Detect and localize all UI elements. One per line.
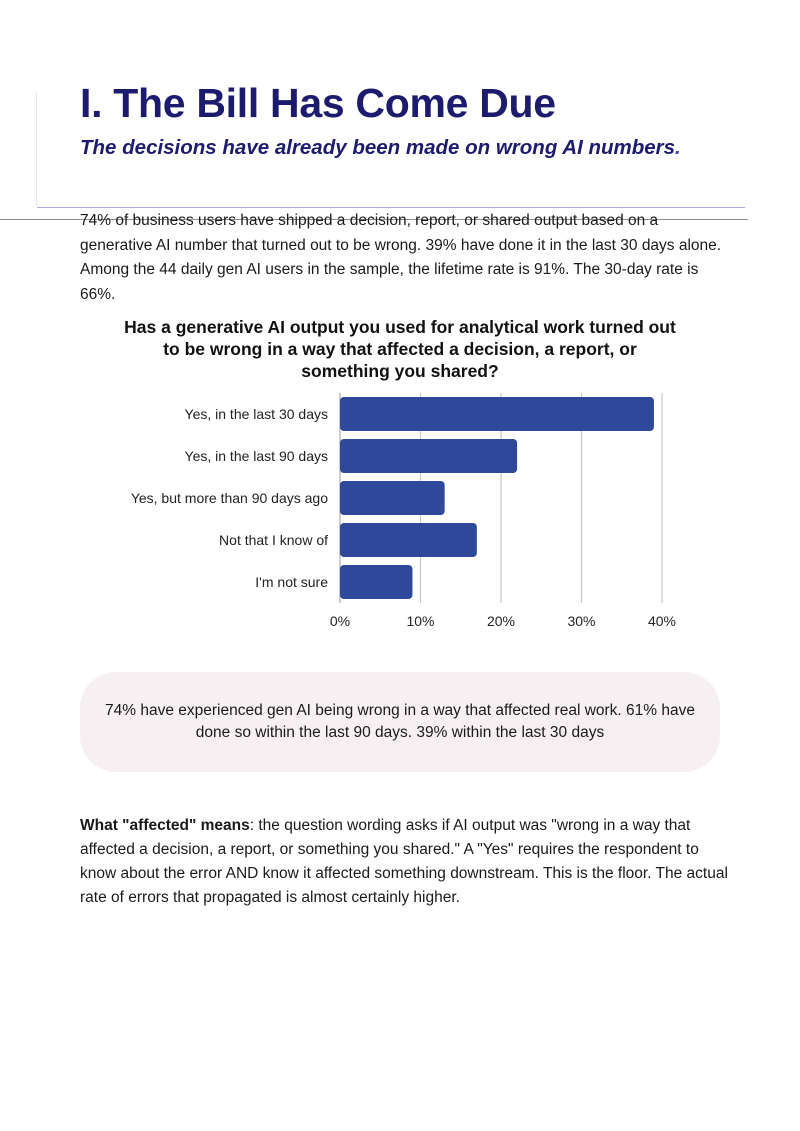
tick-label: 10%: [406, 613, 435, 629]
section-subtitle: [80, 136, 681, 160]
bar-chart: [0, 380, 800, 630]
callout-text: 74% have experienced gen AI being wrong in a way that affected real work. 61% have done so within the last 90 days. 39% within the last 30 days: [105, 702, 695, 741]
bar: [340, 439, 517, 473]
category-label: Not that I know of: [219, 532, 328, 548]
category-label: Yes, in the last 90 days: [184, 448, 328, 464]
subtitle-text: The decisions have already been made on wrong AI numbers: [80, 136, 676, 159]
tick-label: 40%: [647, 613, 677, 629]
tick-label: 20%: [486, 613, 516, 629]
header-divider: [37, 207, 745, 208]
intro-paragraph: 74% of business users have shipped a decision, report, or shared output based on a generative AI number that turned out to be wrong. 39% have done it in the last 30 days alone. Among the 44 daily gen AI users in the sample, the lifetime rate is 91%. The 30-day rate is 66%.: [80, 212, 722, 303]
section-title: I. The Bill Has Come Due: [80, 80, 556, 126]
chart-title: Has a generative AI output you used for analytical work turned out to be wrong in a way that affected a decision, a report, or something you shared?: [124, 317, 676, 381]
bar: [340, 523, 477, 557]
bar: [340, 481, 445, 515]
subtitle-period: .: [675, 136, 681, 159]
bar: [340, 565, 412, 599]
category-label: Yes, in the last 30 days: [184, 406, 328, 422]
chart-bars: [340, 397, 654, 599]
category-label: Yes, but more than 90 days ago: [130, 490, 328, 506]
note-text: : the question wording asks if AI output was "wrong in a way that affected a decision, a report, or something you shared." A "Yes" requires the respondent to know about the error AND know it affected something downstream. This is the floor. The actual rate of errors that propagated is almost certainly higher.: [80, 817, 728, 906]
definition-note: [80, 814, 730, 910]
left-decorative-rule: [36, 92, 37, 206]
tick-label: 0%: [329, 613, 351, 629]
chart-tick-labels: [330, 613, 676, 629]
key-stat-callout: [80, 672, 720, 772]
tick-label: 30%: [567, 613, 596, 629]
chart-category-labels: [131, 406, 328, 590]
bar: [340, 397, 654, 431]
note-label: What "affected" means: [80, 817, 250, 834]
category-label: I'm not sure: [255, 574, 328, 590]
